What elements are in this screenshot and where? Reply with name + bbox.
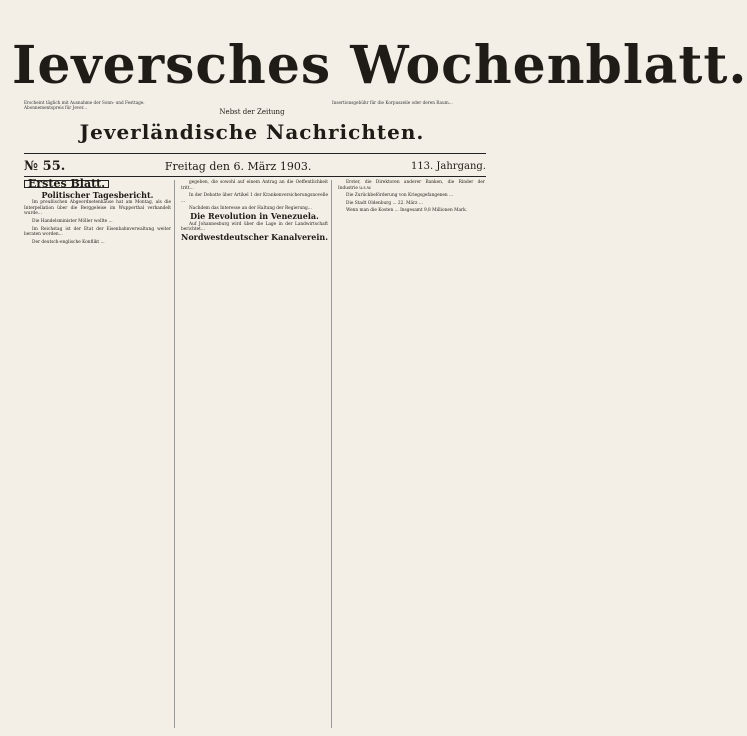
issue-date: Freitag den 6. März 1903. [164, 159, 312, 173]
dateline [24, 158, 486, 174]
masthead-subheader: Nebst der Zeitung [219, 108, 285, 116]
insertion-info: Insertionsgebühr für die Korpuszeile oder deren Raum... [332, 100, 453, 105]
paragraph: gegeben, die sowohl auf einem Antrag an die Oeffentlichkeit tritt... [181, 180, 328, 191]
masthead-subtitle: Jeverländische Nachrichten. [79, 120, 425, 144]
top-rule [24, 153, 486, 154]
paragraph: Erster, die Direktoren anderer Banken, die Rinder der Industrie u.s.w. [338, 180, 485, 191]
paragraph: Auf Johannesburg wird über die Lage in der Landwirtschaft berichtet... [181, 221, 328, 233]
issue-year: 113. Jahrgang. [410, 160, 486, 172]
paragraph: Im Reichstag ist der Etat der Eisenbahnverwaltung weiter beraten worden... [24, 226, 171, 238]
paragraph: In der Debatte über Artikel 1 der Krankenversicherungsnovelle ... [181, 193, 328, 204]
issue-number: № 55. [24, 158, 66, 174]
article-heading: Nordwestdeutscher Kanalverein. [181, 231, 328, 242]
paragraph: Die Stadt Oldenburg ... 22. März ... [346, 200, 423, 206]
column-1 [24, 177, 175, 728]
subscription-info: Erscheint täglich mit Ausnahme der Sonn- und Festtage. Abonnementspreis für Jever... [24, 100, 145, 111]
column-3 [338, 180, 488, 728]
column-2 [181, 180, 332, 728]
paragraph: Nachdem das Interesse an der Haltung der Regierung... [189, 206, 312, 212]
article-columns [24, 177, 488, 728]
paragraph: Die Zurückbeförderung von Kriegsgefangenen ... [346, 193, 454, 199]
article-heading: Politischer Tagesbericht. [41, 189, 154, 200]
paragraph: Im preußischen Abgeordnetenhause hat am Montag, als die Interpellation über die Berggeleise im Wupperthal verhandelt wurde... [24, 200, 171, 217]
article-heading: Die Revolution in Venezuela. [190, 210, 319, 221]
paragraph: Die Handelsminister Möller wollte ... [32, 218, 113, 224]
paragraph: Der deutsch-englische Konflikt ... [32, 239, 105, 245]
paragraph: Wenn man die Kosten ... Insgesamt 9,8 Millionen Mark. [346, 208, 468, 214]
masthead-title: Ieversches Wochenblatt. [12, 35, 747, 96]
section-label: Erstes Blatt. [24, 180, 109, 188]
